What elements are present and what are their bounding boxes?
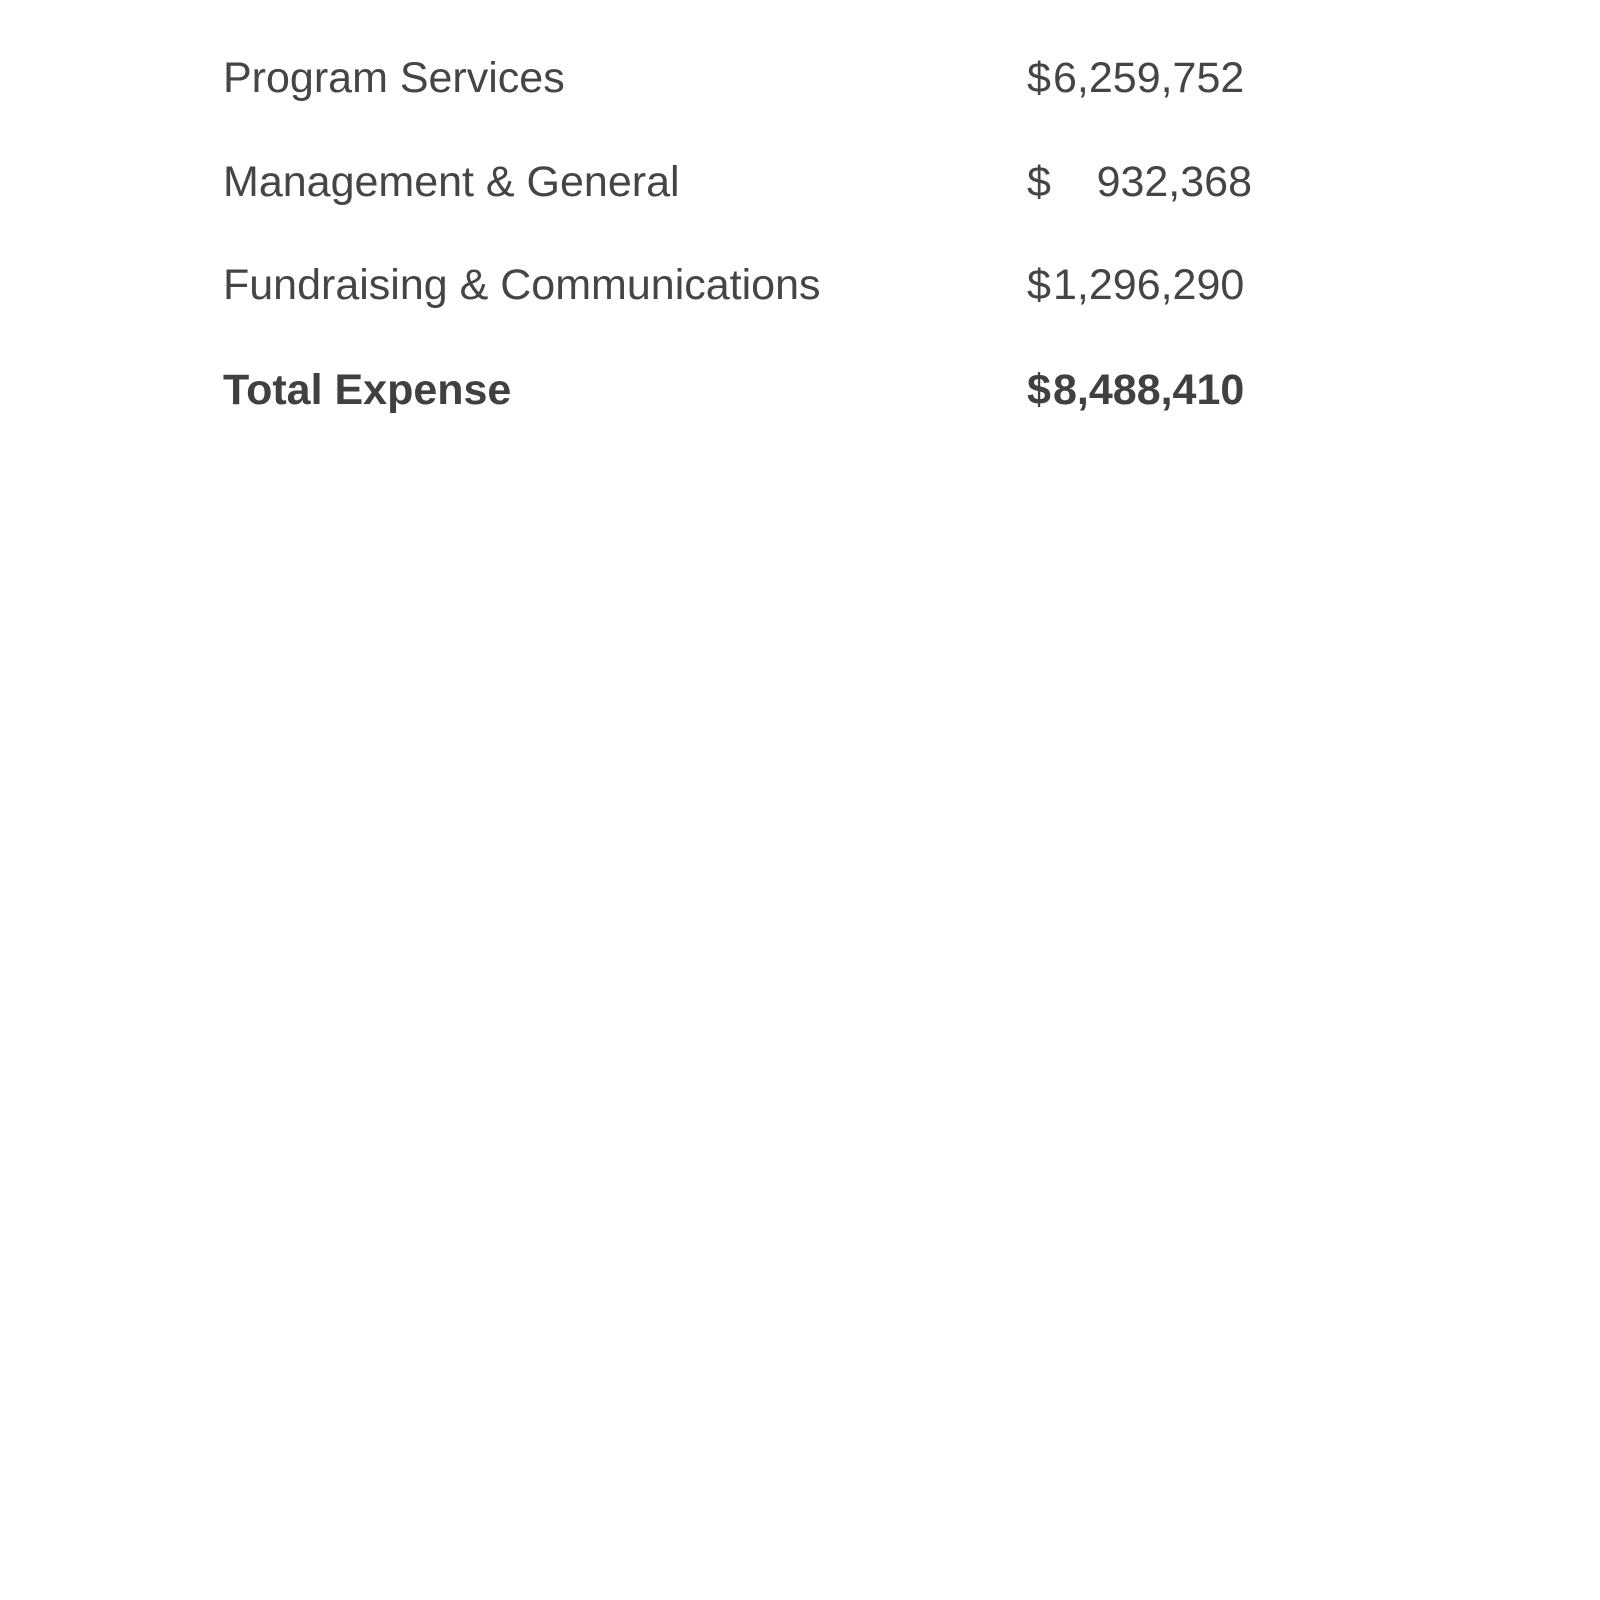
- total-label: Total Expense: [223, 366, 512, 414]
- total-amount: [1027, 360, 1252, 420]
- expense-amount: [1027, 255, 1252, 315]
- amount-value: 932,368: [1096, 158, 1252, 206]
- expense-row-total: [0, 360, 1600, 420]
- currency-symbol: $: [1027, 54, 1051, 102]
- expense-row-program-services: [0, 48, 1600, 108]
- expense-label: Fundraising & Communications: [223, 261, 821, 309]
- currency-symbol: $: [1027, 366, 1051, 414]
- amount-value: 1,296,290: [1053, 261, 1245, 309]
- amount-value: 6,259,752: [1053, 54, 1245, 102]
- amount-value: 8,488,410: [1053, 366, 1245, 414]
- expense-amount: [1027, 152, 1252, 212]
- expense-label: Program Services: [223, 54, 565, 102]
- currency-symbol: $: [1027, 158, 1051, 206]
- currency-symbol: $: [1027, 261, 1051, 309]
- expense-amount: [1027, 48, 1252, 108]
- expense-row-management-general: [0, 152, 1600, 212]
- expense-label: Management & General: [223, 158, 680, 206]
- expense-row-fundraising-communications: [0, 255, 1600, 315]
